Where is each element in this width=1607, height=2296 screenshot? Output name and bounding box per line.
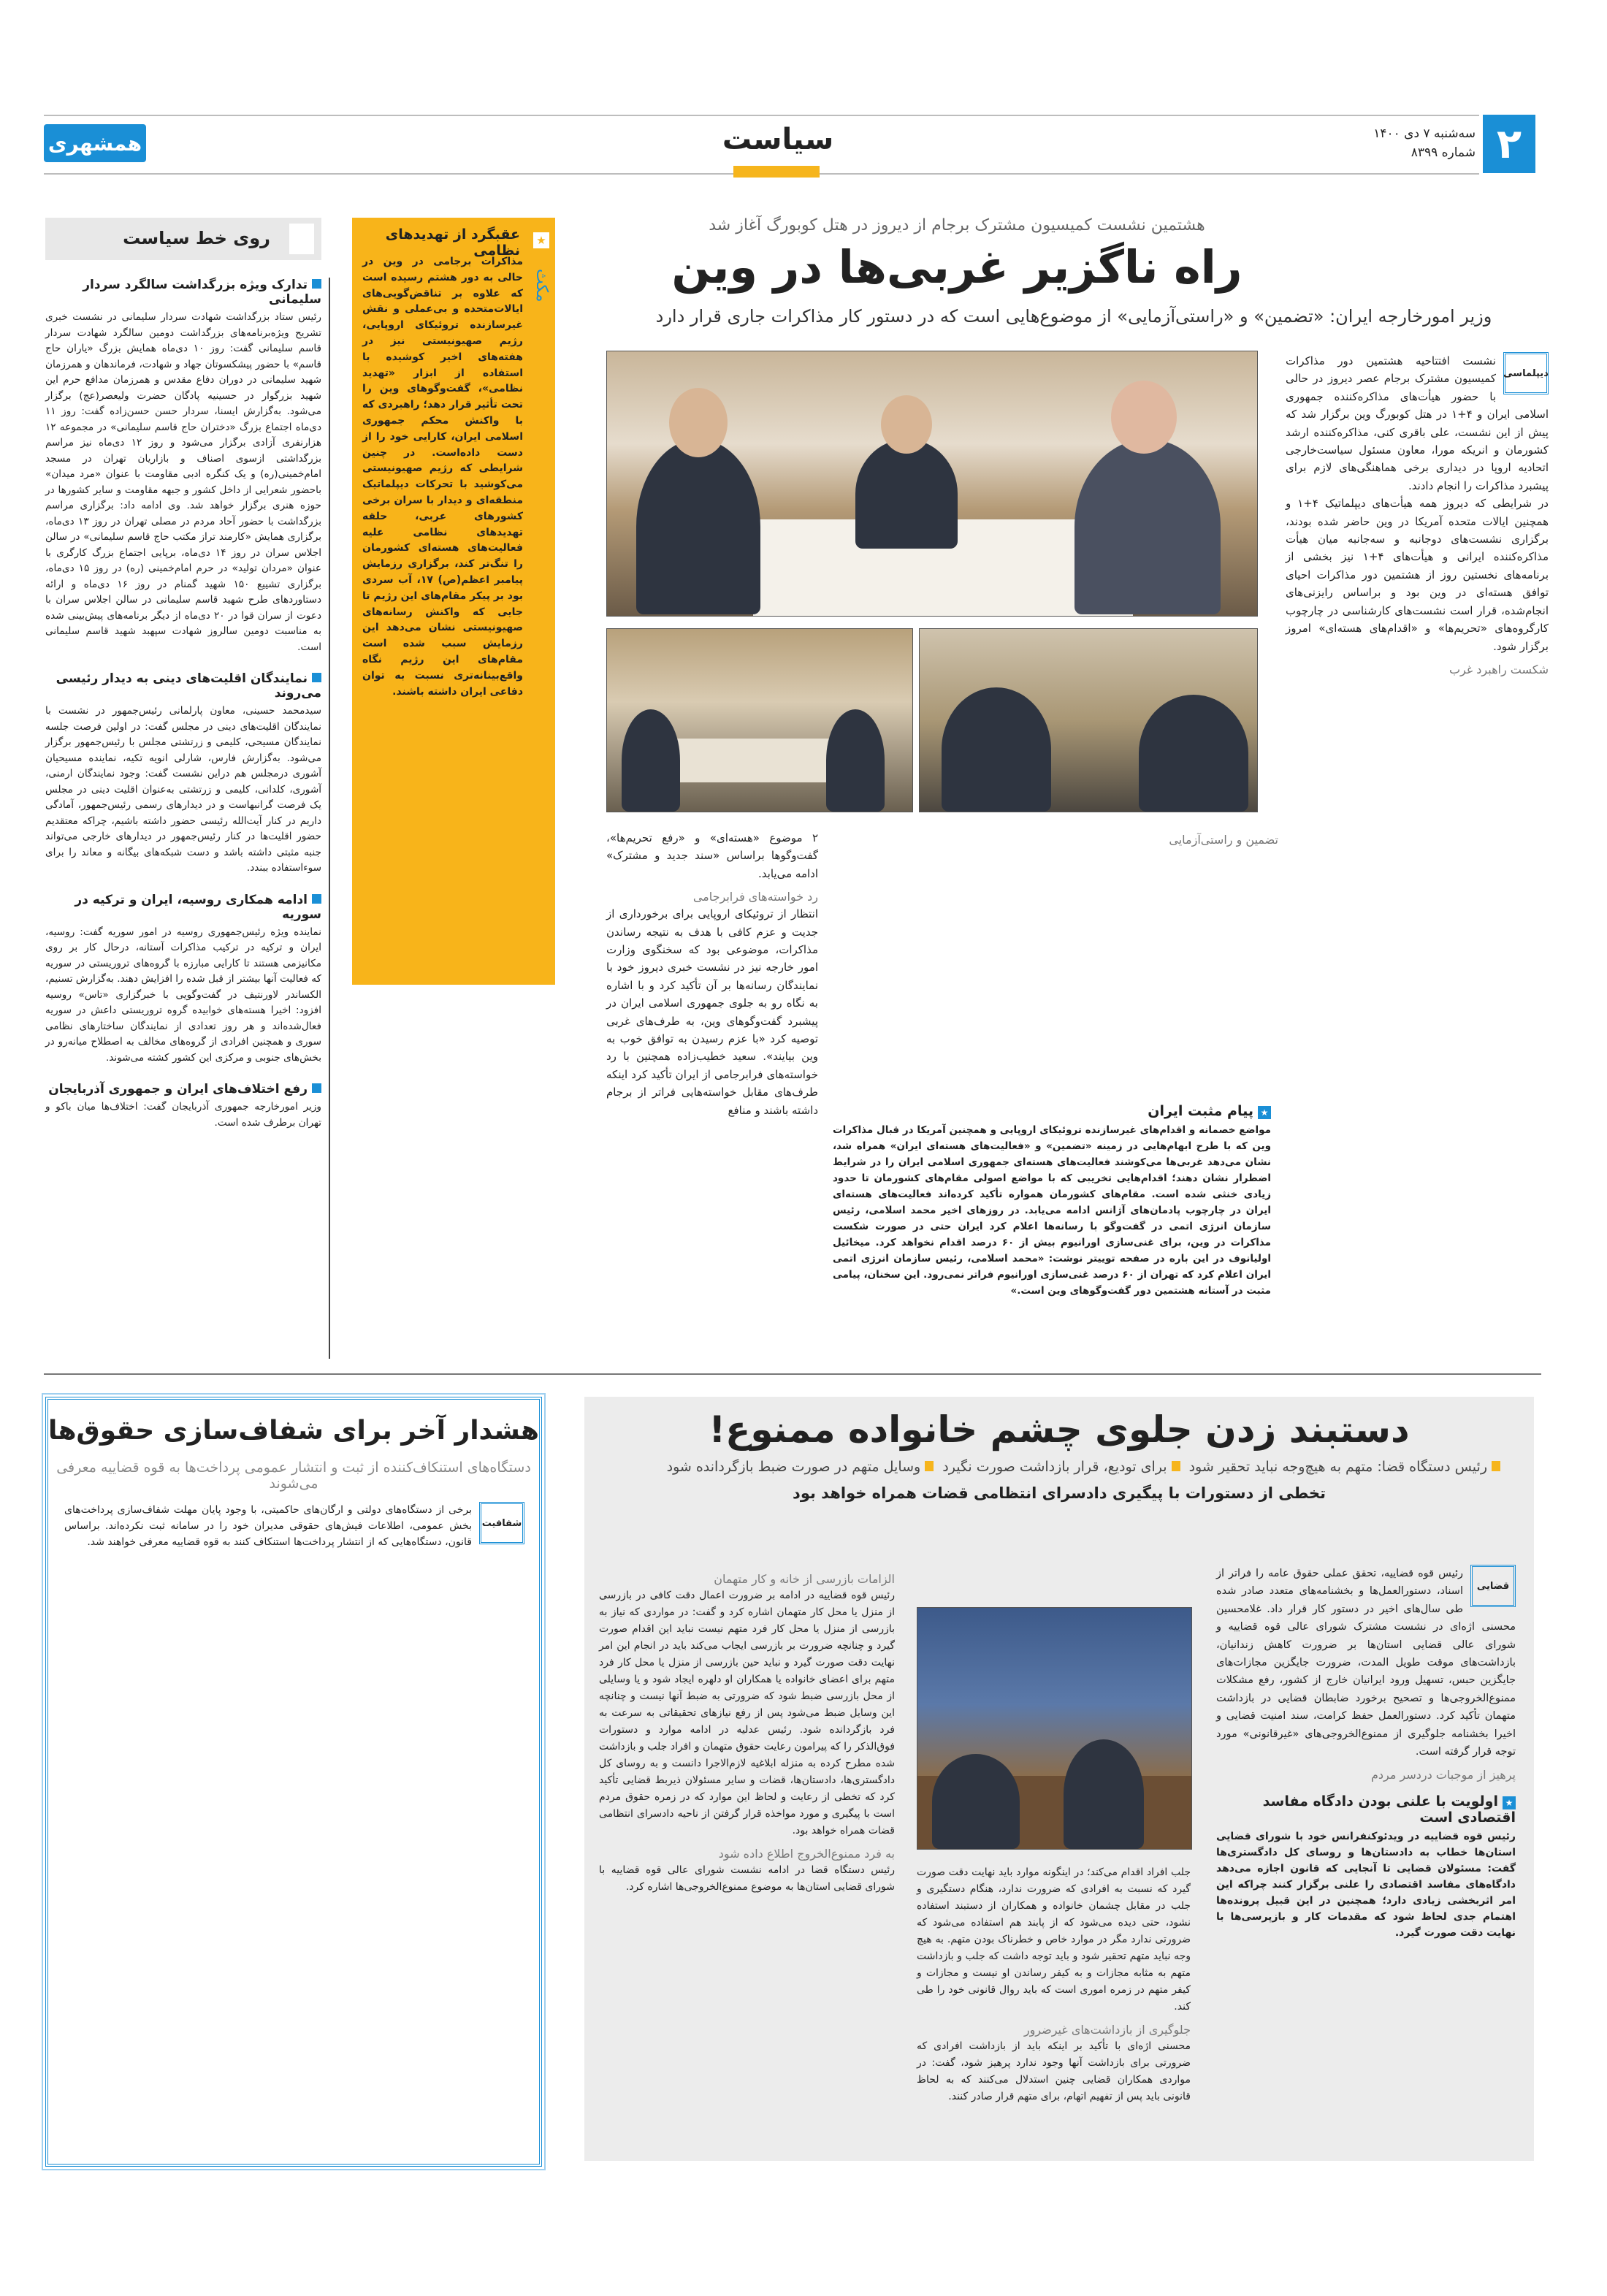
commentary-label: مکث (533, 269, 551, 302)
news-title: رفع اختلاف‌های ایران و جمهوری آذربایجان (48, 1082, 308, 1096)
sidebar-box-economic-courts (1216, 1793, 1516, 1941)
bullet-text: برای تودیع، قرار بازداشت صورت نگیرد (942, 1459, 1167, 1475)
box-title: پیام مثبت ایران (1148, 1103, 1253, 1119)
issue-date: سه‌شنبه ۷ دی ۱۴۰۰ (1373, 126, 1476, 141)
header-top-rule (44, 115, 1479, 116)
newspaper-logo: همشهری (44, 124, 146, 162)
person-shape (1139, 695, 1248, 812)
sidebar-header (45, 218, 321, 260)
bullet-square-icon (312, 894, 321, 904)
article-deck: وزیر امورخارجه ایران: «تضمین» و «راستی‌آزمایی» از موضوع‌هایی است که در دستور کار مذاکرات جاری قرار دارد (655, 306, 1492, 327)
bullet-text: رئیس دستگاه قضا: متهم به هیچ‌وجه نباید تحقیر شود (1188, 1459, 1487, 1475)
article-bullets (614, 1457, 1505, 1477)
article-paragraph: رئیس قوه قضاییه در ادامه بر ضرورت اعمال دقت کافی در بازرسی از منزل یا محل کار متهمان اشاره کرد و گفت: در مواردی که نیاز به بازرسی از منزل یا محل کار فرد متهم نیست نباید این اقدام صورت گیرد و چنانچه ضرورت بر بازرسی ایجاب می‌کند باید در انجام این امر نهایت دقت صورت گیرد و نباید حین بازرسی از منزل یا محل کار فرد متهم برای اعضای خانواده یا همکاران او دلهره ایجاد شود و یا وسایلی از محل بازرسی ضبط شود که ضرورتی به ضبط آنها نیست و چنانچه این وسایل ضبط می‌شود پس از رفع نیازهای تحقیقاتی به سرعت به فرد بازگردانده شود. رئیس عدلیه در ادامه موارد و دستورات فوق‌الذکر را که پیرامون رعایت حقوق متهمان و افراد جلب و بازداشت شده مطرح کرده به منزله ابلاغیه لازم‌الاجرا دانست و به روسای کل دادگستری‌ها، دادستان‌ها، قضات و سایر مسئولان ذیربط قضایی تأکید کرد که تخطی از رعایت و لحاظ این موارد که در زمره حقوق مردم است با پیگیری و مورد مواخذه قرار گرفتن از ناحیه دادسرای انتظامی قضات همراه خواهد بود. (599, 1590, 895, 1837)
bullet-square-icon (312, 1083, 321, 1093)
photo-judiciary-council-meeting (917, 1607, 1192, 1850)
star-icon: ★ (533, 232, 549, 248)
transparency-article-box (45, 1397, 542, 2167)
section-title: سیاست (722, 123, 834, 156)
article-subhead: رد خواسته‌های فرابرجامی (692, 890, 818, 904)
bullet-text: وسایل متهم در صورت ضبط بازگردانده شود (666, 1459, 921, 1475)
news-title: ادامه همکاری روسیه، ایران و ترکیه در سوریه (75, 892, 321, 922)
person-shape (1064, 1739, 1144, 1849)
box-body: مواضع خصمانه و اقدام‌های غیرسازنده تروئیکای اروپایی و همچنین آمریکا در قبال مذاکرات وین که با طرح ابهام‌هایی در زمینه «تضمین» و «فعالیت‌های هسته‌ای ایران» همراه شد، نشان می‌دهد غربی‌ها می‌کوشند فعالیت‌های هسته‌ای جمهوری اسلامی ایران را در شرایط اضطرار نشان دهند؛ اقدام‌هایی تخریبی که با مواضع اصولی مقام‌های کشورمان تا حدود زیادی خنثی شده است. مقام‌های کشورمان همواره تأکید کرده‌اند فعالیت‌های هسته‌ای ایران در چارچوب پادمان‌های آژانس ادامه می‌یابد. در روزهای اخیر محمد اسلامی، رئیس سازمان انرژی اتمی در گفت‌وگو با رسانه‌ها اعلام کرد ایران حتی در صورت شکست مذاکرات در وین، برای غنی‌سازی اورانیوم بیش از ۶۰ درصد اقدام نخواهد کرد. میخائیل اولیانوف در این باره در صفحه توییتر نوشت: «محمد اسلامی، رئیس سازمان انرژی اتمی ایران اعلام کرد که تهران از ۶۰ درصد غنی‌سازی اورانیوم فراتر نمی‌رود. این سخنان، پیامی مثبت در آستانه هشتمین دور گفت‌وگوهای وین است.» (833, 1124, 1272, 1297)
article-subhead: جلوگیری از بازداشت‌های غیرضرور (1023, 2023, 1191, 2037)
person-shape (622, 709, 680, 812)
page-number: ۲ (1483, 115, 1535, 173)
sidebar-box-iran-message (833, 1103, 1271, 1299)
article-column (599, 1565, 895, 1896)
star-icon: ★ (1258, 1106, 1271, 1119)
article-headline: هشدار آخر برای شفاف‌سازی حقوق‌ها (48, 1416, 539, 1446)
photo-bilateral-talks (919, 628, 1258, 812)
news-list (45, 278, 321, 1147)
article-column (606, 829, 818, 1119)
news-body: سیدمحمد حسینی، معاون پارلمانی رئیس‌جمهور در نشست با نمایندگان اقلیت‌های دینی در مجلس گفت: در اولین فرصت جلسه نمایندگان مسیحی، کلیمی و زرتشتی مجلس با رئیس‌جمهور برگزار می‌شود. به‌گزارش فارس، شارلی انویه تکیه، نماینده مسیحیان آشوری درمجلس هم دراین نشست گفت: وجود نمایندگان ارمنی، آشوری، کلدانی، کلیمی و زرتشتی به‌عنوان اقلیت دینی در مجلس یک فرصت گرانبهاست و در دیدارهای رسمی رئیس‌جمهور، آمادگی داریم در کنار آیت‌الله رئیسی حضور داشته باشیم، چراکه معتقدیم حضور اقلیت‌ها در کنار رئیس‌جمهور در دیدارهای خارجی می‌تواند جنبه مثبتی داشته باشد و دست شبکه‌های بیگانه و معاند را برای سوءاستفاده ببندد. (45, 705, 321, 874)
rubric-label: شفافیت (479, 1502, 524, 1544)
box-body: رئیس قوه قضاییه در ویدئوکنفرانس خود با شورای قضایی استان‌ها خطاب به دادستان‌ها و روسای کل دادگستری‌ها گفت: مسئولان قضایی تا آنجایی که قانون اجازه می‌دهد دادگاه‌های مفاسد اقتصادی را علنی برگزار کنند چراکه این امر اثربخشی زیادی دارد؛ همچنین در این قبیل پرونده‌ها اهتمام جدی لحاظ شود که مقدمات کار و بازپرسی‌ها با نهایت دقت صورت گیرد. (1216, 1831, 1516, 1940)
article-lead-column (1286, 352, 1549, 678)
rubric-label: قضایی (1470, 1565, 1516, 1607)
bullet-icon (925, 1461, 934, 1471)
article-column (1081, 825, 1278, 848)
bullet-square-icon (312, 279, 321, 289)
bullet-icon (1492, 1461, 1500, 1471)
article-deck: دستگاه‌های استنکاف‌کننده از ثبت و انتشار عمومی پرداخت‌ها به قوه قضاییه معرفی می‌شوند (56, 1460, 531, 1492)
news-item (45, 893, 321, 1067)
section-divider (44, 1373, 1541, 1375)
date-block (1373, 124, 1476, 162)
star-icon: ★ (1503, 1796, 1516, 1809)
article-paragraph: محسنی اژه‌ای با تأکید بر اینکه باید از بازداشت افرادی که ضرورتی برای بازداشت آنها وجود ندارد پرهیز شود، گفت: در مواردی همکاران قضایی چنین استدلال می‌کنند که به لحاظ قانونی باید پس از تفهیم اتهام، برای متهم قرار صادر کنند. (917, 2040, 1191, 2102)
article-subhead: تضمین و راستی‌آزمایی (1169, 833, 1278, 847)
person-shape (942, 687, 1051, 812)
column-divider (329, 278, 330, 1359)
rubric-label: دیپلماسی (1503, 352, 1549, 394)
person-head-shape (669, 388, 728, 457)
photo-delegations-table (606, 628, 913, 812)
photo-negotiators-meeting (606, 351, 1258, 617)
news-item (45, 671, 321, 877)
person-shape (855, 439, 958, 549)
article-paragraph: انتظار از تروئیکای اروپایی برای برخورداری از جدیت و عزم کافی با هدف به نتیجه رساندن مذاکرات، موضوعی بود که سخنگوی وزارت امور خارجه نیز در نشست خبری دیروز خود با نمایندگان رسانه‌ها بر آن تأکید کرد و با اشاره به نگاه رو به جلوی جمهوری اسلامی ایران در پیشبرد گفت‌وگوهای وین، به طرف‌های غربی توصیه کرد «با عزم رسیدن به توافق خوب به وین بیایند». سعید خطیب‌زاده همچنین با رد خواسته‌های فرابرجامی از ایران تأکید کرد اینکه طرف‌های مقابل خواسته‌هایی فراتر از برجام داشته باشند و منافع (606, 907, 818, 1117)
article-lead: رئیس قوه قضاییه، تحقق عملی حقوق عامه را فراتر از اسناد، دستورالعمل‌ها و بخشنامه‌های متعدد صادر شده طی سال‌های اخیر در دستور کار قرار داد. غلامحسین محسنی اژه‌ای در نشست مشترک شورای عالی قوه قضاییه و شورای عالی قضایی استان‌ها بر ضرورت کاهش زندانیان، بازداشت‌های موقت طویل المدت، ضرورت جایگزین مجازات‌های جایگزین حبس، تسهیل ورود ایرانیان خارج از کشور، رفع مشکلات ممنوع‌الخروجی‌ها و تصحیح برخورد ضابطان قضایی در بازداشت متهمان تأکید کرد. دستورالعمل حفظ کرامت، سند امنیت قضایی و اخیرا بخشنامه جلوگیری از ممنوع‌الخروجی‌های «غیرقانونی» مورد توجه قرار گرفته است. (1216, 1568, 1516, 1758)
news-item (45, 278, 321, 655)
person-head-shape (1111, 381, 1177, 454)
commentary-body: مذاکرات برجامی در وین در حالی به دور هشتم رسیده است که علاوه بر تناقض‌گویی‌های ایالات‌متحده و بی‌عملی و نقش غیرسازنده تروئیکای اروپایی، رژیم صهیونیستی نیز در هفته‌های اخیر کوشیده با استفاده از ابزار «تهدید نظامی»، گفت‌وگوهای وین را تحت تأثیر قرار دهد؛ راهبردی که با واکنش محکم جمهوری اسلامی ایران، کارایی خود را از دست داده‌است. در چنین شرایطی که رژیم صهیونیستی می‌کوشید با تحرکات دیپلماتیک منطقه‌ای و دیدار با سران برخی کشورهای عربی، حلقه تهدیدهای نظامی علیه فعالیت‌های هسته‌ای کشورمان را تنگ‌تر کند، برگزاری رزمایش پیامبر اعظم(ص) ۱۷، آب سردی بود بر پیکر مقام‌های این رژیم تا جایی که واکنش رسانه‌های صهیونیستی نشان می‌دهد این رزمایش سبب شده است مقام‌های این رژیم نگاه واقع‌بینانه‌تری نسبت به توان دفاعی ایران داشته باشند. (362, 256, 523, 698)
article-paragraph: ۲ موضوع «هسته‌ای» و «رفع تحریم‌ها»، گفت‌وگوها براساس «سند جدید و مشترک» ادامه می‌یابد. (606, 831, 818, 880)
bullet-square-icon (312, 673, 321, 682)
article-subhead: پرهیز از موجبات دردسر مردم (1370, 1768, 1516, 1782)
article-header (614, 1407, 1505, 1503)
person-shape (826, 709, 885, 812)
person-shape (1074, 439, 1221, 614)
article-column (1216, 1565, 1516, 1941)
person-head-shape (881, 395, 932, 454)
article-body: برخی از دستگاه‌های دولتی و ارگان‌های حاکمیتی، با وجود پایان مهلت شفاف‌سازی پرداخت‌های بخش عمومی، اطلاعات فیش‌های حقوقی مدیران خود را در سامانه ثبت نکرده‌اند. براساس قانون، دستگاه‌هایی که از انتشار پرداخت‌ها استنکاف کنند به قوه قضاییه معرفی خواهند شد. (64, 1504, 472, 1548)
person-shape (636, 439, 760, 614)
article-lead: نشست افتتاحیه هشتمین دور مذاکرات کمیسیون مشترک برجام عصر دیروز در حالی با حضور هیأت‌های مذاکره‌کننده جمهوری اسلامی ایران و ۴+۱ در هتل کوبورگ وین برگزار شد که پیش از این نشست، علی باقری کنی، مذاکره‌کننده ارشد کشورمان و انریکه مورا، معاون مسئول سیاست‌خارجی اتحادیه اروپا در دیداری برخی هماهنگی‌های لازم برای پیشبرد مذاکرات را انجام دادند. (1286, 354, 1549, 492)
news-body: نماینده ویژه رئیس‌جمهوری روسیه در امور سوریه گفت: روسیه، ایران و ترکیه در ترکیب مذاکرات آستانه، درحال کار بر روی مکانیزمی هستند تا کارایی مبارزه با گروه‌های تروریستی در سوریه که فعالیت آنها بیشتر از قبل شده را افزایش دهند. به‌گزارش تسنیم، الکساندر لاورنتیف در گفت‌وگویی با خبرگزاری «تاس» روسیه افزود: اخیرا هسته‌های خوابیده گروه تروریستی داعش در سوریه فعال‌شده‌اند و هر روز تعدادی از نمایندگان ساختارهای نظامی سوری و همچنین افرادی از گروه‌های مخالف به اصطلاح میانه‌رو در بخش‌های جنوبی و مرکزی این کشور کشته می‌شوند. (45, 926, 321, 1064)
news-body: رئیس ستاد بزرگداشت شهادت سردار سلیمانی در نشست خبری تشریح ویژه‌برنامه‌های بزرگداشت دومین سالگرد شهادت سردار قاسم سلیمانی گفت: روز ۱۰ دی‌ماه همایش بزرگ «یاران حاج قاسم» با حضور پیشکسوتان جهاد و شهادت، فرماندهان و همرزمان شهید سلیمانی در دوران دفاع مقدس و همرزمان مدافع حرم این شهید بزرگوار در حسینیه پادگان حضرت ولیعصر(عج) برگزار می‌شود. به‌گزارش ایسنا، سردار حسن حسن‌زاده گفت: روز ۱۱ دی‌ماه اجتماع بزرگ «دختران حاج قاسم سلیمانی» در مجموعه ۱۲ هزارنفری آزادی برگزار می‌شود و روز ۱۲ دی‌ماه نیز مراسم بزرگداشتی ازسوی اصناف و بازاریان تهران در مسجد امام‌خمینی(ره) و یک کنگره ادبی مقاومت با عنوان «مرد میدان» باحضور شعرایی از داخل کشور و جبهه مقاومت و سایر کشورها در حوزه هنری برگزار خواهد شد. وی ادامه داد: برگزاری مراسم بزرگداشت با حضور آحاد مردم در مصلی تهران در روز ۱۳ دی‌ماه، برگزاری همایش «کارمند تراز مکتب حاج قاسم سلیمانی» در سالن اجلاس سران در روز ۱۴ دی‌ماه، برپایی اجتماع بزرگ کارگری با عنوان «مردان تولید» در حرم امام‌خمینی (ره) در روز ۱۵ دی‌ماه، برگزاری تشییع ۱۵۰ شهید گمنام در روز ۱۶ دی‌ماه و ارائه دستاوردهای طرح شهید قاسم سلیمانی در سالن اجلاس سران با دعوت از سران قوا در ۲۰ دی‌ماه از دیگر برنامه‌های پیش‌بینی شده به مناسبت دومین سالروز شهادت سپهبد شهید قاسم سلیمانی است. (45, 311, 322, 653)
article-headline: دستبند زدن جلوی چشم خانواده ممنوع! (709, 1408, 1410, 1451)
article-deck: تخطی از دستورات با پیگیری دادسرای انتظامی قضات همراه خواهد بود (793, 1484, 1326, 1502)
article-paragraph: در شرایطی که دیروز همه هیأت‌های دیپلماتیک ۴+۱ و همچنین ایالات متحده آمریکا در وین حاضر شده بودند، برگزاری نشست‌های دوجانبه و سه‌جانبه میان هیأت مذاکره‌کننده ایرانی و هیأت‌های ۴+۱ نیز بخشی از برنامه‌های نخستین روز از هشتمین دور مذاکرات احیای توافق هسته‌ای در وین بود و براساس رایزنی‌های انجام‌شده، قرار است نشست‌های کارشناسی در چارچوب کارگروه‌های «تحریم‌ها» و «اقدام‌های هسته‌ای» امروز برگزار شود. (1286, 497, 1549, 653)
bullet-icon (1172, 1461, 1180, 1471)
news-title: نمایندگان اقلیت‌های دینی به دیدار رئیسی می‌روند (56, 671, 321, 701)
commentary-box (352, 218, 555, 985)
person-shape (932, 1754, 1020, 1849)
article-body-wrap (64, 1502, 524, 1550)
news-body: وزیر امورخارجه جمهوری آذربایجان گفت: اختلاف‌ها میان باکو و تهران برطرف شده است. (45, 1101, 321, 1129)
sidebar-header-mark (289, 224, 314, 254)
commentary-title: عقبگرد از تهدیدهای نظامی (385, 226, 520, 259)
article-column (917, 1864, 1191, 2105)
section-accent-bar (733, 166, 820, 178)
news-item (45, 1082, 321, 1131)
box-title: اولویت با علنی بودن دادگاه مفاسد اقتصادی است (1262, 1793, 1516, 1826)
article-subhead: به فرد ممنوع‌الخروج اطلاع داده شود (718, 1847, 895, 1861)
article-paragraph: رئیس دستگاه قضا در ادامه نشست شورای عالی قوه قضاییه با شورای قضایی استان‌ها به موضوع ممنوع‌الخروجی‌ها اشاره کرد. (599, 1864, 895, 1893)
article-paragraph: جلب افراد اقدام می‌کند؛ در اینگونه موارد باید نهایت دقت صورت گیرد که نسبت به افرادی که ضرورت ندارد، هنگام دستگیری و جلب در مقابل چشمان خانواده و همکاران از دستبند استفاده نشود، حتی دیده می‌شود که از پابند هم استفاده می‌شود که ضرورتی ندارد مگر در موارد خاص و خطرناک بودن متهم. به هیچ وجه نباید متهم تحقیر شود و باید توجه داشت که جلب و بازداشت متهم به مثابه مجازات و به کیفر رساندن او نیست و مجازات و کیفر متهم در زمره اموری است که باید روال قانونی خود را طی کند. (917, 1866, 1191, 2013)
article-headline: راه ناگزیر غربی‌ها در وین (671, 240, 1243, 294)
article-subhead: الزامات بازرسی از خانه و کار متهمان (714, 1572, 895, 1586)
article-subhead: شکست راهبرد غرب (1448, 662, 1549, 676)
article-kicker: هشتمین نشست کمیسیون مشترک برجام از دیروز در هتل کوبورگ آغاز شد (709, 216, 1205, 234)
issue-number: شماره ۸۳۹۹ (1411, 145, 1476, 160)
sidebar-title: روی خط سیاست (123, 228, 270, 248)
news-title: تدارک ویژه بزرگداشت سالگرد سردار سلیمانی (83, 278, 321, 307)
